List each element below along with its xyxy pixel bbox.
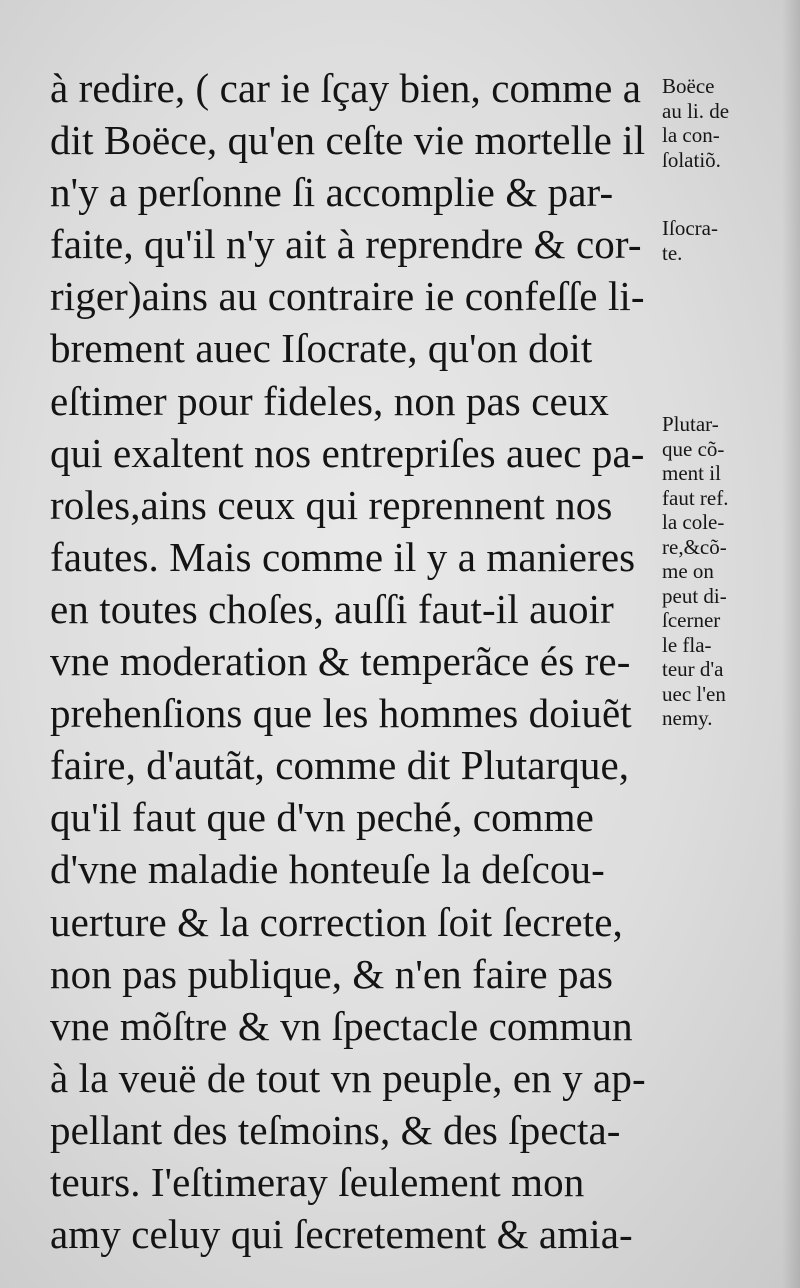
margin-note-boece bbox=[662, 74, 796, 172]
margin-note-line: Boëce bbox=[662, 74, 715, 98]
margin-note-line: que cõ- bbox=[662, 436, 725, 461]
text-line: amy celuy qui ſecretement & amia- bbox=[50, 1211, 633, 1258]
text-line: prehenſions que les hommes doiuẽt bbox=[50, 690, 632, 737]
margin-note-line: re,&cõ- bbox=[662, 534, 727, 559]
margin-note-line: la cole- bbox=[662, 510, 725, 534]
text-line: à redire, ( car ie ſçay bien, comme a bbox=[50, 65, 642, 111]
body-text bbox=[50, 62, 660, 1260]
text-line: d'vne maladie honteuſe la deſcou- bbox=[50, 846, 605, 893]
text-line: vne moderation & temperãce és re- bbox=[50, 638, 631, 685]
text-line: roles,ains ceux qui reprennent nos bbox=[50, 481, 613, 528]
text-line: fautes. Mais comme il y a manieres bbox=[50, 533, 636, 580]
margin-note-line: ment il bbox=[662, 461, 721, 485]
text-line: riger)ains au contraire ie confeſſe li- bbox=[50, 273, 645, 320]
text-line: faire, d'autãt, comme dit Plutarque, bbox=[50, 742, 630, 789]
text-line: qui exaltent nos entrepriſes auec pa- bbox=[50, 429, 645, 476]
text-line: pellant des teſmoins, & des ſpecta- bbox=[50, 1106, 621, 1153]
margin-note-line: faut ref. bbox=[662, 485, 729, 510]
text-line: dit Boëce, qu'en ceſte vie mortelle il bbox=[50, 117, 646, 164]
text-line: en toutes choſes, auſſi faut-il auoir bbox=[50, 585, 614, 632]
text-line: teurs. I'eſtimeray ſeulement mon bbox=[50, 1158, 585, 1205]
text-line: non pas publique, & n'en faire pas bbox=[50, 950, 614, 997]
margin-note-line: le fla- bbox=[662, 632, 712, 657]
margin-note-line: te. bbox=[662, 240, 683, 265]
margin-note-isocrate bbox=[662, 216, 796, 265]
text-line: uerture & la correction ſoit ſecrete, bbox=[50, 898, 623, 945]
margin-note-line: Iſocra- bbox=[662, 216, 718, 240]
text-line: vne mõſtre & vn ſpectacle commun bbox=[50, 1002, 633, 1049]
margin-note-line: teur d'a bbox=[662, 657, 724, 681]
margin-note-line: peut di- bbox=[662, 583, 727, 608]
margin-note-line: me on bbox=[662, 559, 714, 583]
margin-note-line: uec l'en bbox=[662, 681, 726, 706]
margin-note-plutarque bbox=[662, 412, 796, 731]
margin-note-line: nemy. bbox=[662, 706, 713, 730]
text-line: faite, qu'il n'y ait à reprendre & cor- bbox=[50, 221, 642, 268]
margin-note-line: la con- bbox=[662, 123, 720, 147]
margin-note-line: Plutar- bbox=[662, 412, 719, 436]
text-line: n'y a perſonne ſi accomplie & par- bbox=[50, 169, 614, 216]
text-line: brement auec Iſocrate, qu'on doit bbox=[50, 325, 593, 372]
margin-note-line: ſcerner bbox=[662, 608, 721, 632]
text-line: eſtimer pour fideles, non pas ceux bbox=[50, 377, 610, 424]
margin-note-line: ſolatiõ. bbox=[662, 147, 721, 172]
text-line: à la veuë de tout vn peuple, en y ap- bbox=[50, 1054, 646, 1101]
text-line: qu'il faut que d'vn peché, comme bbox=[50, 794, 594, 841]
margin-note-line: au li. de bbox=[662, 98, 730, 123]
